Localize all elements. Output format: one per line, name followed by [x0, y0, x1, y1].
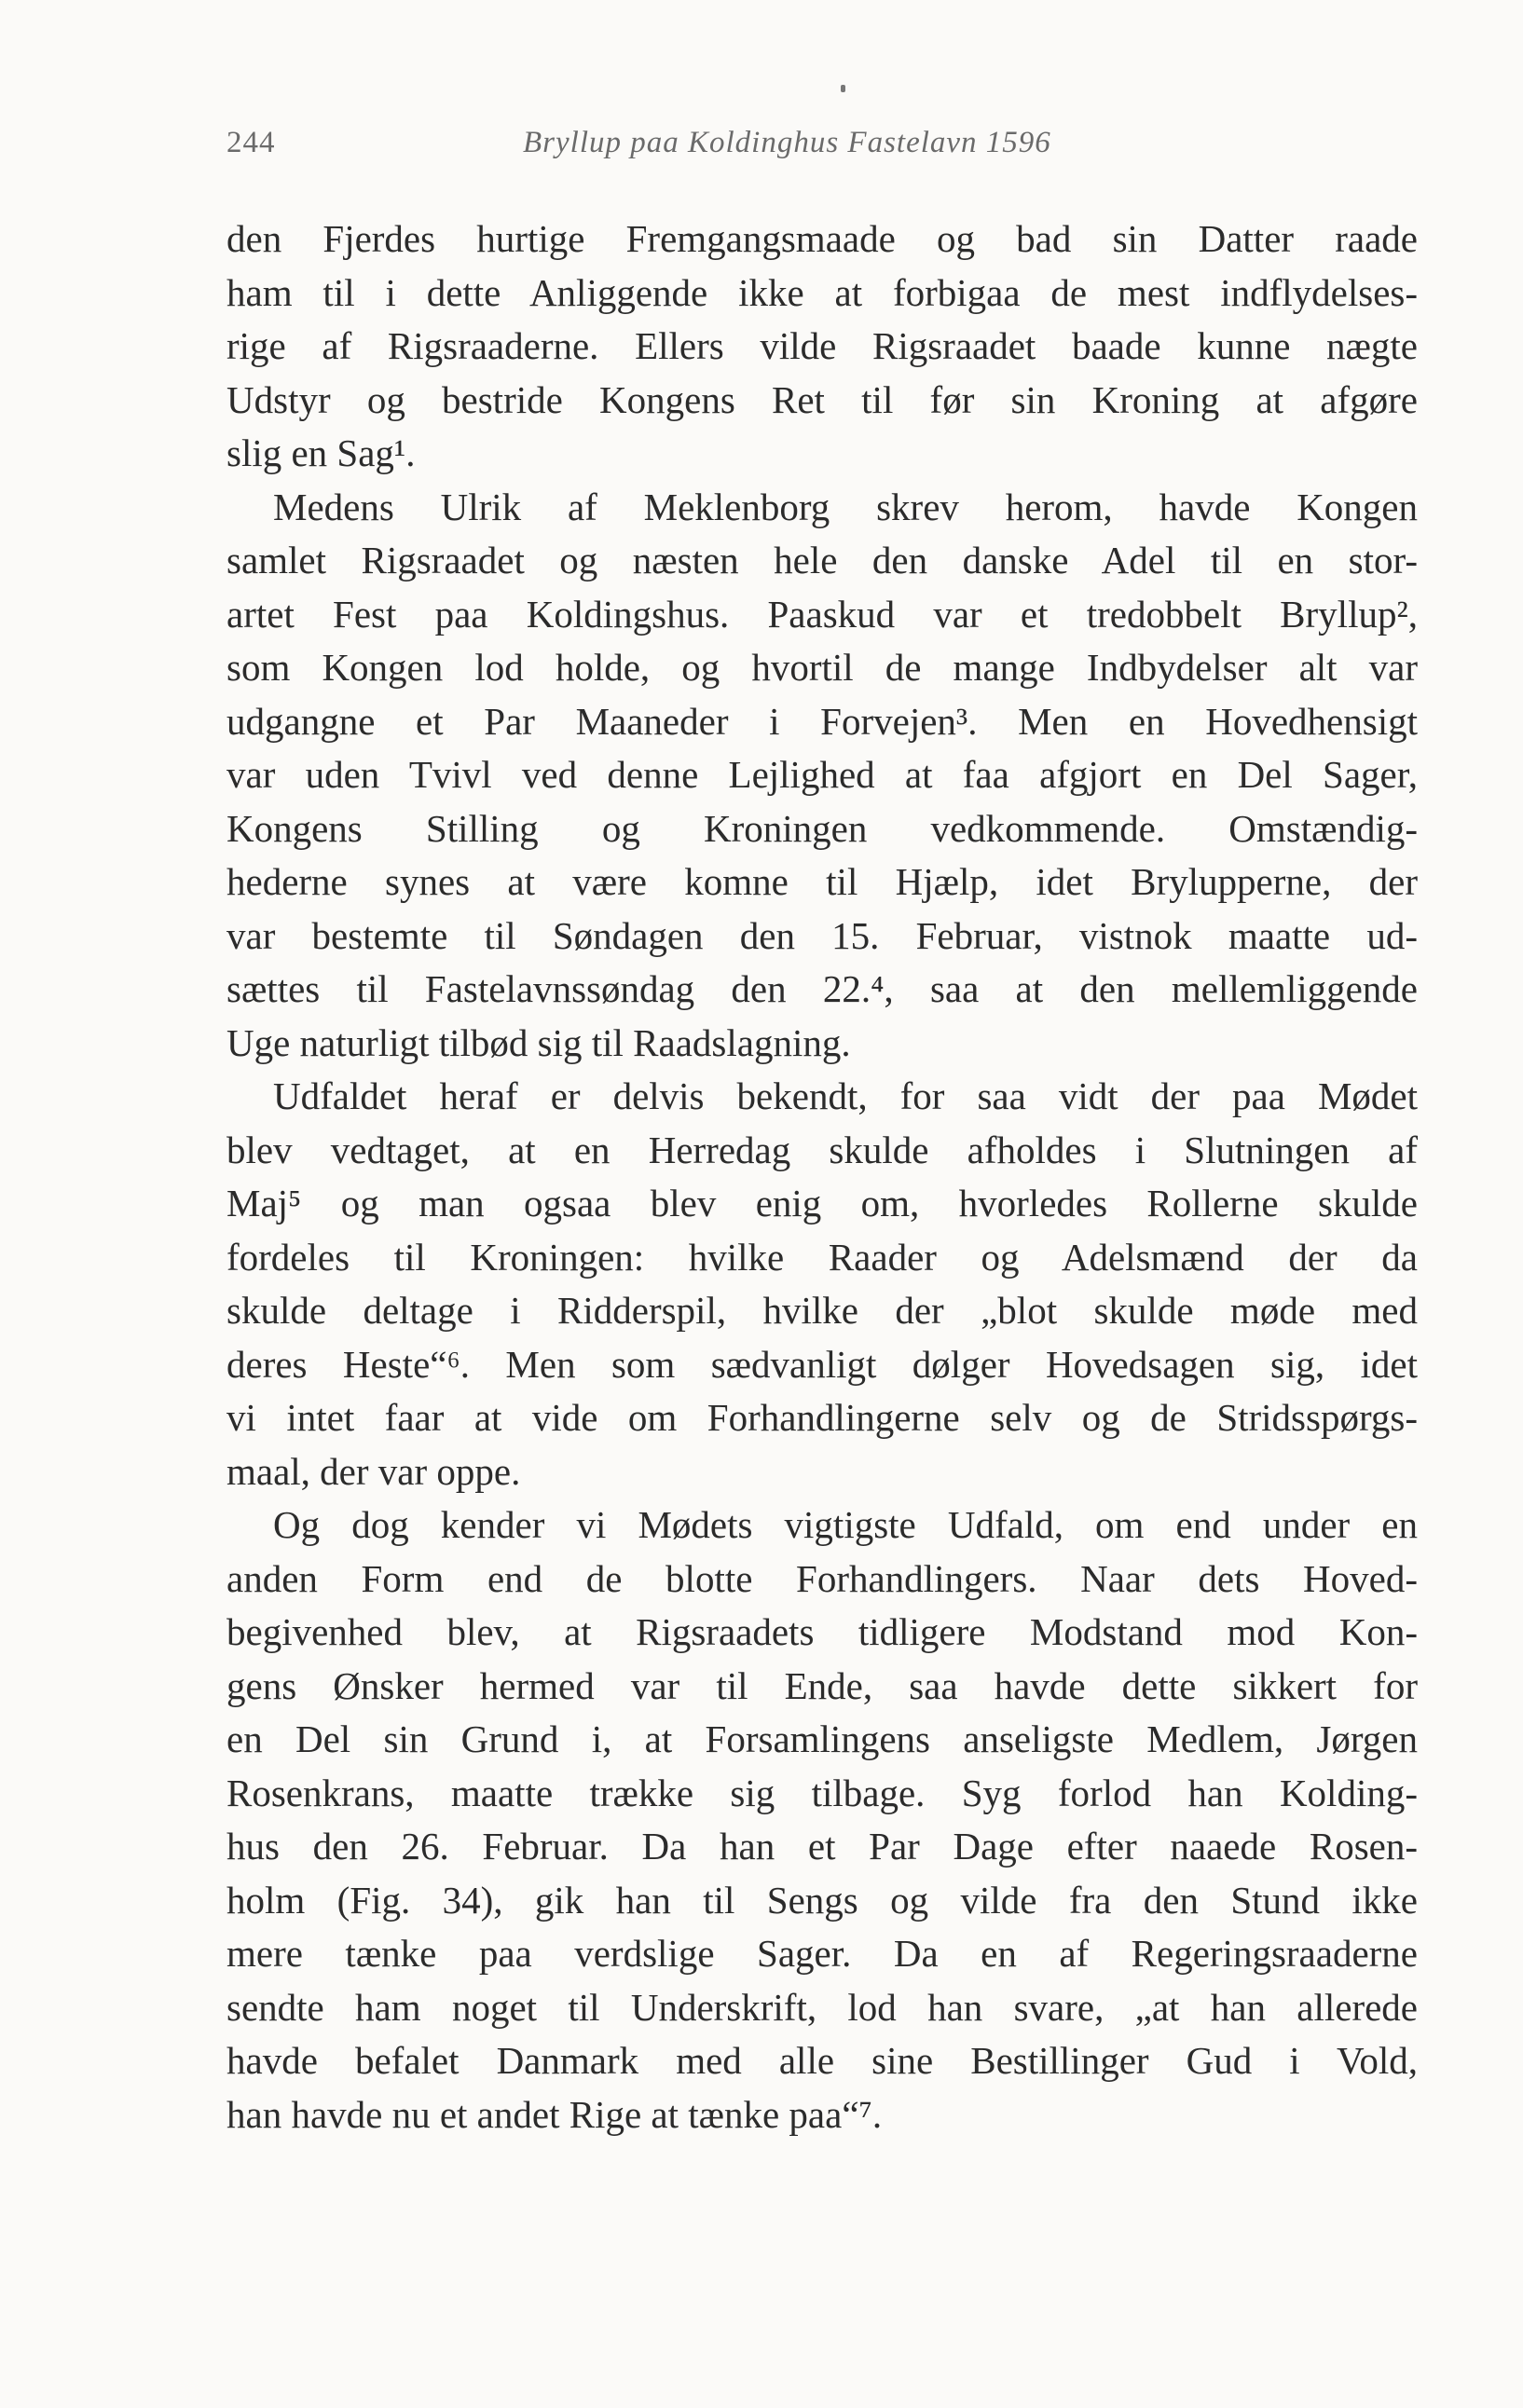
text-line: rige af Rigsraaderne. Ellers vilde Rigsraadet baade kunne nægte	[226, 324, 1418, 367]
text-line: ham til i dette Anliggende ikke at forbigaa de mest indflydelses-	[226, 270, 1418, 314]
text-line: maal, der var oppe.	[226, 1449, 521, 1493]
print-speck	[841, 85, 845, 92]
text-line: anden Form end de blotte Forhandlingers. Naar dets Hoved-	[226, 1556, 1418, 1600]
text-line: udgangne et Par Maaneder i Forvejen³. Men en Hovedhensigt	[226, 699, 1418, 743]
text-line: en Del sin Grund i, at Forsamlingens anseligste Medlem, Jørgen	[226, 1717, 1418, 1760]
text-line: Udfaldet heraf er delvis bekendt, for saa vidt der paa Mødet	[273, 1074, 1418, 1117]
text-line: samlet Rigsraadet og næsten hele den danske Adel til en stor-	[226, 539, 1418, 581]
text-line: deres Heste“⁶. Men som sædvanligt dølger Hovedsagen sig, idet	[226, 1342, 1418, 1386]
text-line: Rosenkrans, maatte trække sig tilbage. Syg forlod han Kolding-	[226, 1771, 1418, 1814]
text-line: vi intet faar at vide om Forhandlingerne selv og de Stridsspørgs-	[226, 1396, 1418, 1439]
text-line: var uden Tvivl ved denne Lejlighed at faa afgjort en Del Sager,	[226, 753, 1418, 796]
text-line: holm (Fig. 34), gik han til Sengs og vilde fra den Stund ikke	[226, 1878, 1418, 1922]
body-text	[226, 212, 1418, 2141]
text-line: Medens Ulrik af Meklenborg skrev herom, havde Kongen	[273, 485, 1418, 528]
text-line: hus den 26. Februar. Da han et Par Dage efter naaede Rosen-	[226, 1825, 1418, 1868]
text-line: slig en Sag¹.	[226, 431, 416, 474]
text-line: fordeles til Kroningen: hvilke Raader og Adelsmænd der da	[226, 1235, 1418, 1279]
text-line: Udstyr og bestride Kongens Ret til før sin Kroning at afgøre	[226, 377, 1418, 421]
text-line: han havde nu et andet Rige at tænke paa“⁷.	[226, 2092, 883, 2136]
text-line: Og dog kender vi Mødets vigtigste Udfald, om end under en	[273, 1503, 1418, 1546]
text-line: hederne synes at være komne til Hjælp, idet Brylupperne, der	[226, 860, 1418, 903]
running-header	[226, 126, 1438, 182]
text-line: sættes til Fastelavnssøndag den 22.⁴, saa at den mellemliggende	[226, 967, 1418, 1010]
text-line: mere tænke paa verdslige Sager. Da en af Regeringsraaderne	[226, 1932, 1418, 1975]
text-line: artet Fest paa Koldingshus. Paaskud var et tredobbelt Bryllup²,	[226, 592, 1418, 636]
text-line: Uge naturligt tilbød sig til Raadslagning.	[226, 1020, 851, 1064]
text-line: skulde deltage i Ridderspil, hvilke der „blot skulde møde med	[226, 1289, 1418, 1332]
text-line: som Kongen lod holde, og hvortil de mange Indbydelser alt var	[226, 646, 1418, 689]
text-line: Kongens Stilling og Kroningen vedkommende. Omstændig-	[226, 806, 1418, 850]
running-title: Bryllup paa Koldinghus Fastelavn 1596	[523, 126, 1051, 159]
text-line: Maj⁵ og man ogsaa blev enig om, hvorledes Rollerne skulde	[226, 1182, 1418, 1225]
page-number: 244	[226, 126, 276, 159]
text-line: gens Ønsker hermed var til Ende, saa havde dette sikkert for	[226, 1663, 1418, 1707]
text-line: var bestemte til Søndagen den 15. Februar, vistnok maatte ud-	[226, 913, 1418, 957]
text-line: begivenhed blev, at Rigsraadets tidligere Modstand mod Kon-	[226, 1610, 1418, 1653]
text-line: havde befalet Danmark med alle sine Bestillinger Gud i Vold,	[226, 2039, 1418, 2082]
text-line: sendte ham noget til Underskrift, lod han svare, „at han allerede	[226, 1985, 1418, 2029]
text-line: blev vedtaget, at en Herredag skulde afholdes i Slutningen af	[226, 1128, 1418, 1171]
text-line: den Fjerdes hurtige Fremgangsmaade og bad sin Datter raade	[226, 217, 1418, 260]
